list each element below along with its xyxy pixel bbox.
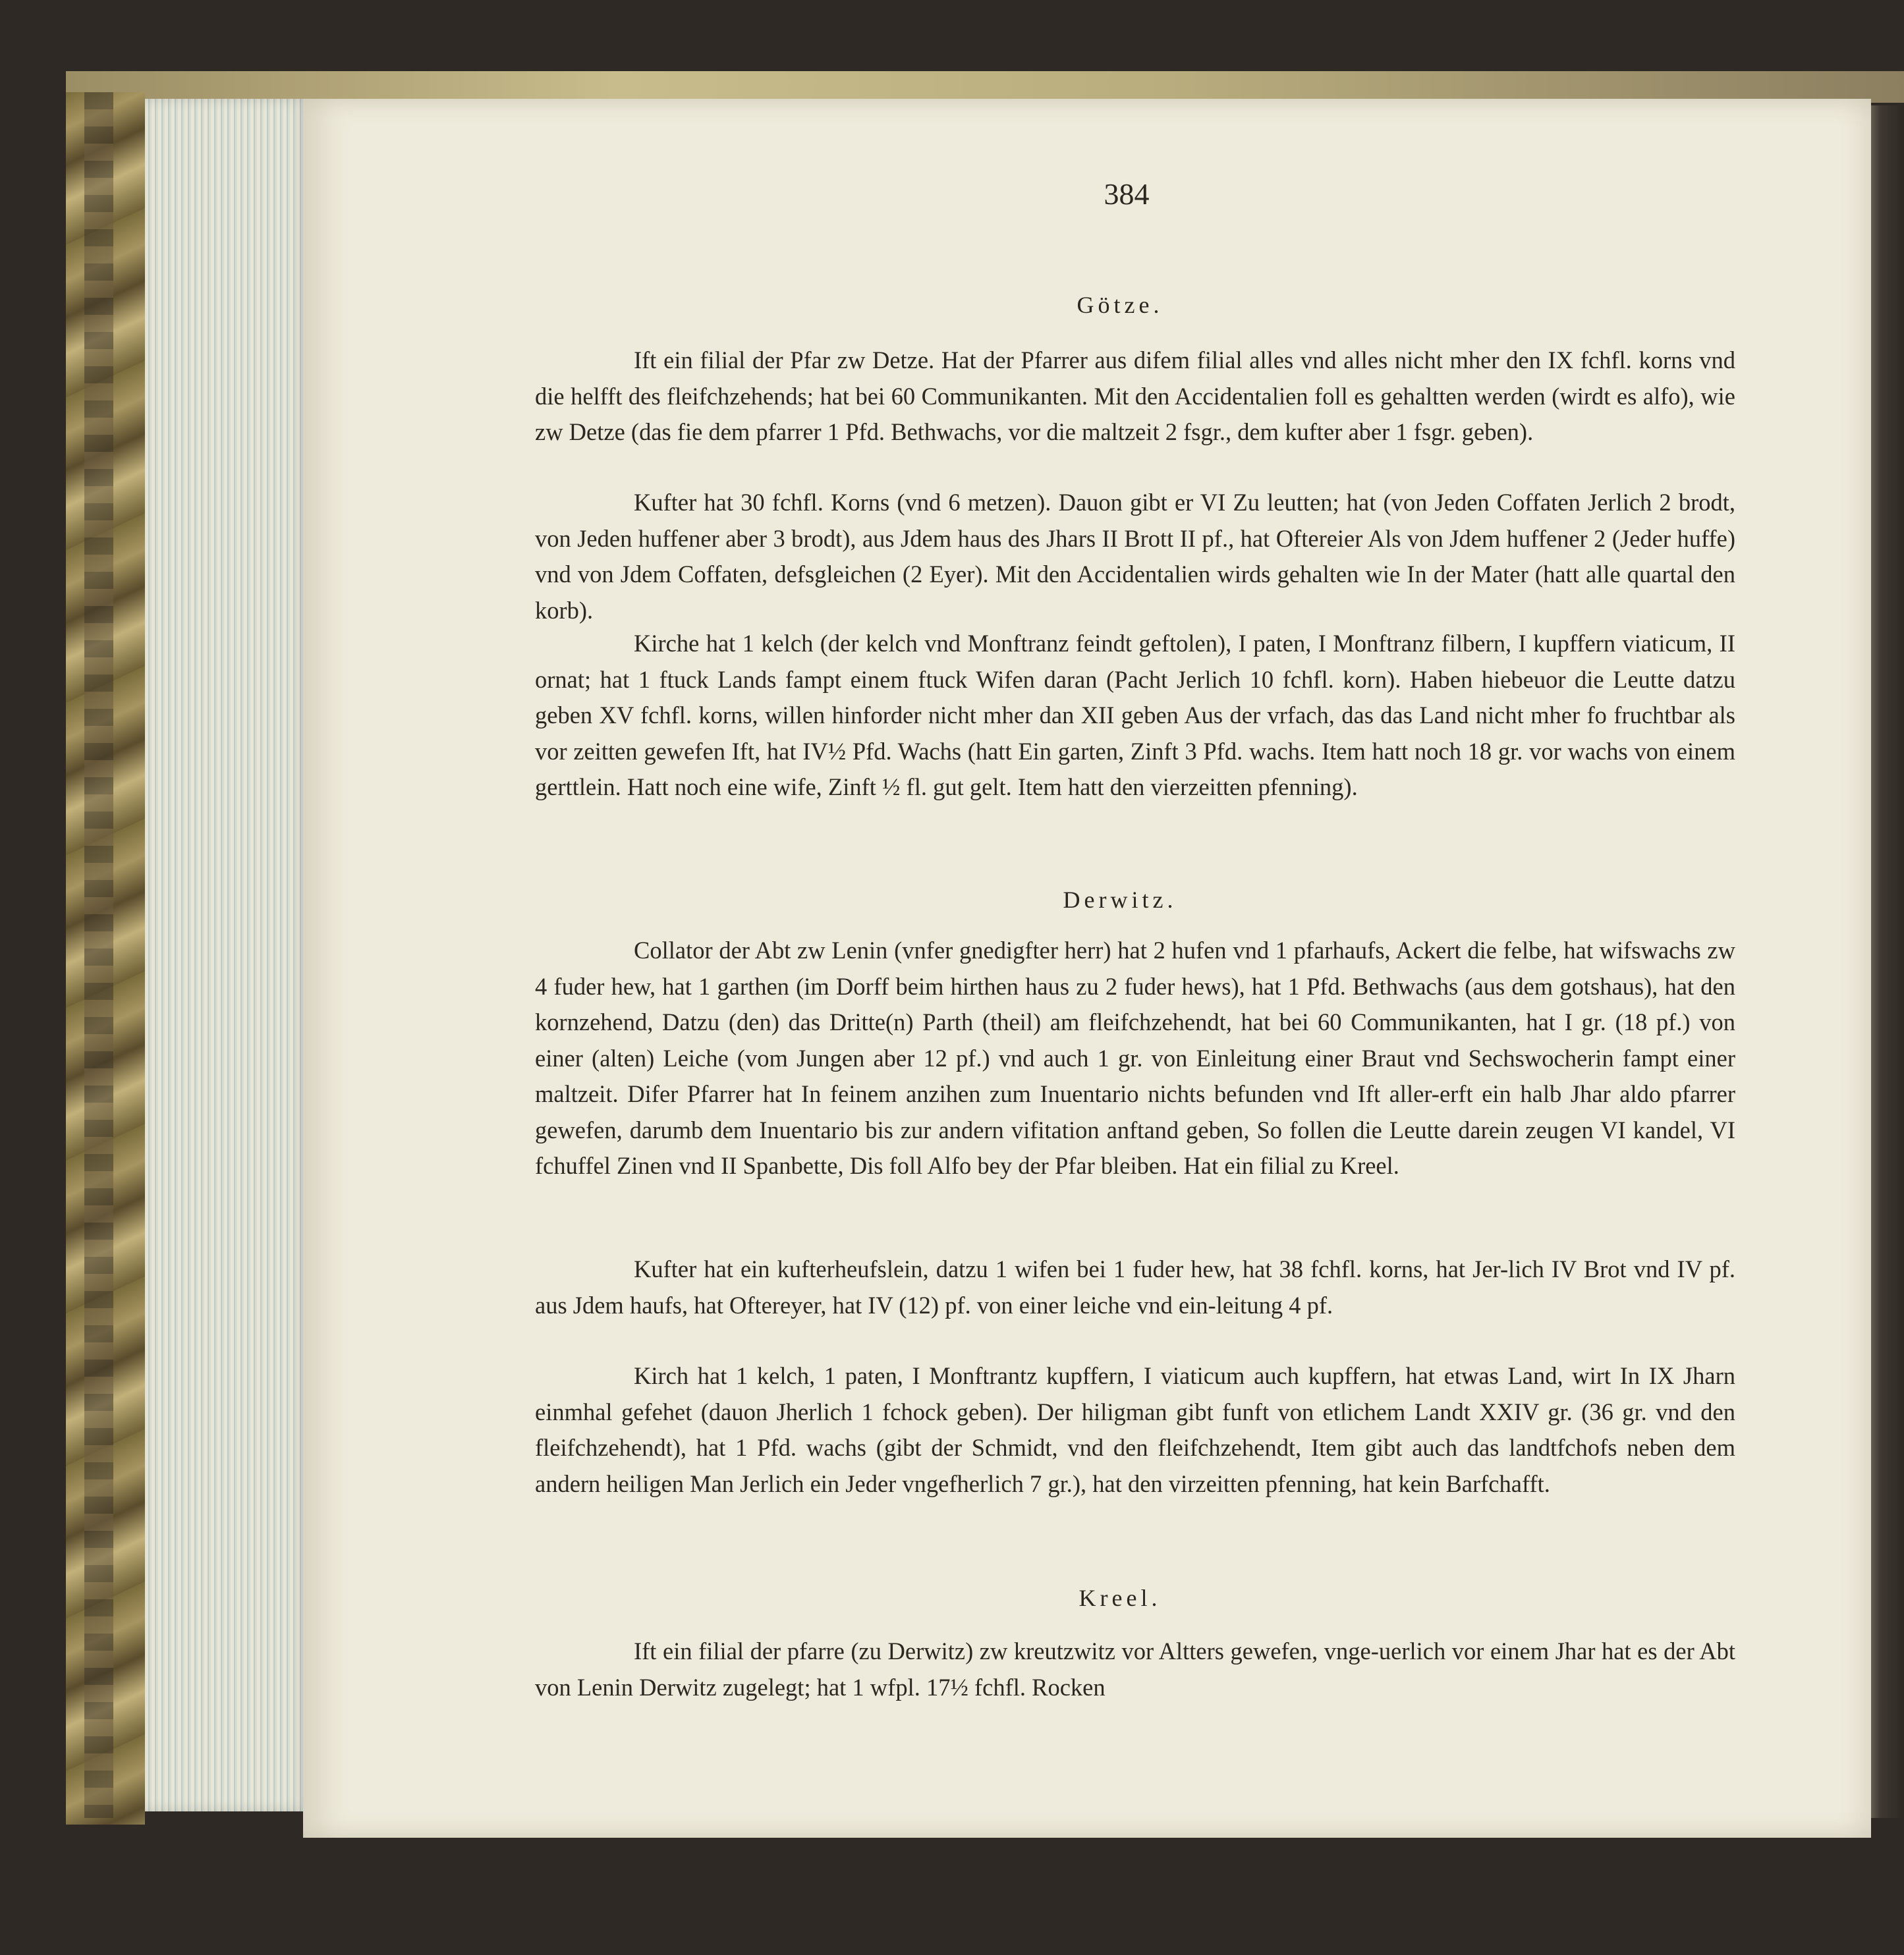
section-heading-kreel: Kreel.: [1078, 1585, 1162, 1611]
section-heading-goetze: Götze.: [1077, 292, 1163, 318]
page-edges: [145, 99, 310, 1811]
paragraph-goetze-3: Kirche hat 1 kelch (der kelch vnd Monftranz feindt geftolen), I paten, I Monftranz filbern, I kupffern viaticum, II ornat; hat 1 ftuck Lands fampt einem ftuck Wifen daran (Pacht Jerlich 10 fchfl. korn). Haben hiebeuor die Leutte datzu geben XV fchfl. korns, willen hinforder nicht mher dan XII geben Aus der vrfach, das das Land nicht mher fo fruchtbar als vor zeitten gewefen Ift, hat IV½ Pfd. Wachs (hatt Ein garten, Zinft 3 Pfd. wachs. Item hatt noch 18 gr. vor wachs von einem gerttlein. Hatt noch eine wife, Zinft ½ fl. gut gelt. Item hatt den vierzeitten pfenning).: [535, 630, 1735, 800]
paragraph-goetze-2: Kufter hat 30 fchfl. Korns (vnd 6 metzen). Dauon gibt er VI Zu leutten; hat (von Jeden Coffaten Jerlich 2 brodt, von Jeden huffener aber 3 brodt), aus Jdem haus des Jhars II Brott II pf., hat Oftereier Als von Jdem huffener 2 (Jeder huffe) vnd von Jdem Coffaten, defsgleichen (2 Eyer). Mit den Accidentalien wirds gehalten wie In der Mater (hatt alle quartal den korb).: [535, 489, 1735, 624]
book-spine: [84, 92, 113, 1818]
section-heading-derwitz: Derwitz.: [1063, 887, 1177, 913]
paragraph-goetze-1: Ift ein filial der Pfar zw Detze. Hat der Pfarrer aus difem filial alles vnd alles nicht mher den IX fchfl. korns vnd die helfft des fleifchzehends; hat bei 60 Communikanten. Mit den Accidentalien foll es gehaltten werden (wirdt es alfo), wie zw Detze (das fie dem pfarrer 1 Pfd. Bethwachs, vor die maltzeit 2 fsgr., dem kufter aber 1 fsgr. geben).: [535, 346, 1735, 445]
paragraph-derwitz-2: Kufter hat ein kufterheufslein, datzu 1 wifen bei 1 fuder hew, hat 38 fchfl. korns, hat Jer-lich IV Brot vnd IV pf. aus Jdem haufs, hat Oftereyer, hat IV (12) pf. von einer leiche vnd ein-leitung 4 pf.: [535, 1255, 1735, 1319]
book-cover-top: [66, 71, 1904, 103]
page-number: 384: [1104, 177, 1150, 211]
paragraph-kreel-1: Ift ein filial der pfarre (zu Derwitz) zw kreutzwitz vor Altters gewefen, vnge-uerlich vor einem Jhar hat es der Abt von Lenin Derwitz zugelegt; hat 1 wfpl. 17½ fchfl. Rocken: [535, 1638, 1735, 1701]
paragraph-derwitz-3: Kirch hat 1 kelch, 1 paten, I Monftrantz kupffern, I viaticum auch kupffern, hat etwas Land, wirt In IX Jharn einmhal gefehet (dauon Jherlich 1 fchock geben). Der hiligman gibt funft von etlichem Landt XXIV gr. (36 gr. vnd den fleifchzehendt), hat 1 Pfd. wachs (gibt der Schmidt, vnd den fleifchzehendt, Item gibt auch das landtfchofs neben dem andern heiligen Man Jerlich ein Jeder vngefherlich 7 gr.), hat den virzeitten pfenning, hat kein Barfchafft.: [535, 1362, 1735, 1497]
paragraph-derwitz-1: Collator der Abt zw Lenin (vnfer gnedigfter herr) hat 2 hufen vnd 1 pfarhaufs, Ackert die felbe, hat wifswachs zw 4 fuder hew, hat 1 garthen (im Dorff beim hirthen haus zu 2 fuder hews), hat 1 Pfd. Bethwachs (aus dem gotshaus), hat den kornzehend, Datzu (den) das Dritte(n) Parth (theil) am fleifchzehendt, hat bei 60 Communikanten, hat I gr. (18 pf.) von einer (alten) Leiche (vom Jungen aber 12 pf.) vnd auch 1 gr. von Einleitung einer Braut vnd Sechswocherin fampt einer maltzeit. Difer Pfarrer hat In feinem anzihen zum Inuentario nichts befunden vnd Ift aller-erft ein halb Jhar aldo pfarrer gewefen, darumb dem Inuentario bis zur andern vifitation anftand geben, So follen die Leutte darein zeugen VI kandel, VI fchuffel Zinen vnd II Spanbette, Dis foll Alfo bey der Pfar bleiben. Hat ein filial zu Kreel.: [535, 937, 1735, 1179]
